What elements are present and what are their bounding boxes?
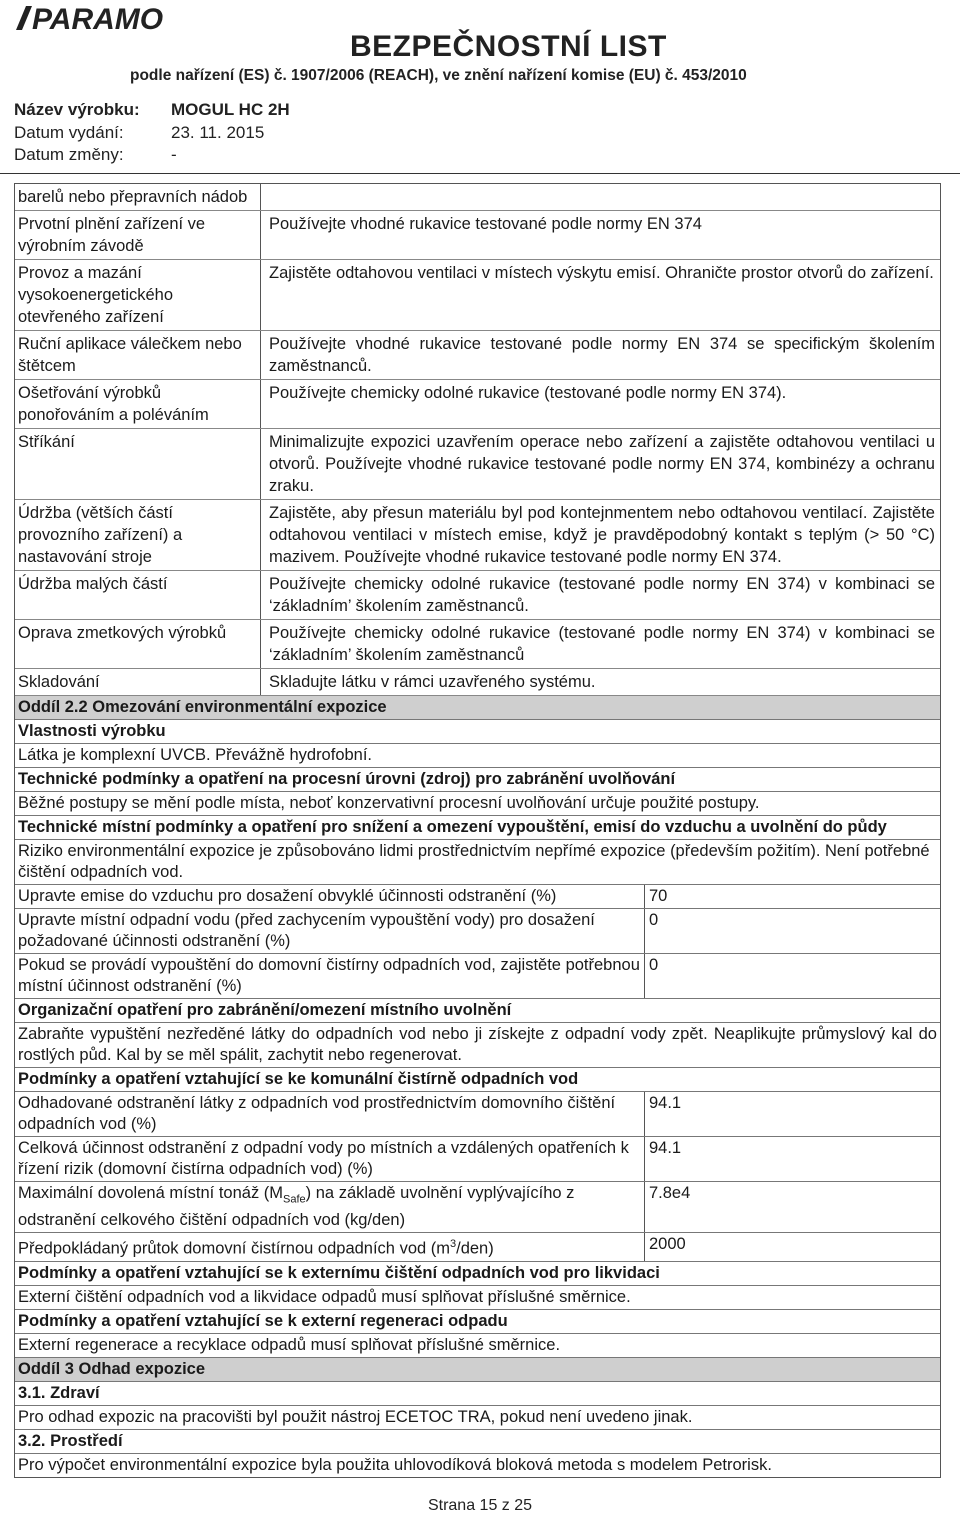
measure-row: Odhadované odstranění látky z odpadních vod prostřednictvím domovního čištění odpadních vod (%) 94.1 (15, 1092, 940, 1137)
header-divider (0, 173, 960, 174)
change-date-row: Datum změny: - (14, 145, 177, 164)
external-regeneration-text: Externí regenerace a recyklace odpadů musí splňovat příslušné směrnice. (15, 1334, 940, 1358)
local-conditions-heading: Technické místní podmínky a opatření pro snížení a omezení vypouštění, emisí do vzduchu a uvolnění do půdy (15, 816, 940, 840)
issue-date-row: Datum vydání: 23. 11. 2015 (14, 123, 265, 142)
external-regeneration-heading: Podmínky a opatření vztahující se k externí regeneraci odpadu (15, 1310, 940, 1334)
local-conditions-text: Riziko environmentální expozice je způsobováno lidmi prostřednictvím nepřímé expozice (především požitím). Není potřebné čištění odpadních vod. (15, 840, 940, 885)
logo-text: PARAMO (32, 3, 164, 34)
regulation-subtitle: podle nařízení (ES) č. 1907/2006 (REACH), ve znění nařízení komise (EU) č. 453/2010 (130, 67, 747, 84)
activity-row: Údržba (větších částí provozního zařízení) a nastavování stroje Zajistěte, aby přesun materiálu byl pod kontejnmentem nebo odtahovou ventilací. Zajistěte odtahovou ventilaci v místech emise, když je pravděpodobný kontakt s teplým (> 50 °C) mazivem. Používejte vhodné rukavice testované podle normy EN 374. (15, 500, 940, 571)
activity-row: Provoz a mazání vysokoenergetického otevřeného zařízení Zajistěte odtahovou ventilaci v místech výskytu emisí. Ohraničte prostor otvorů do zařízení. (15, 260, 940, 331)
external-treatment-heading: Podmínky a opatření vztahující se k externímu čištění odpadních vod pro likvidaci (15, 1262, 940, 1286)
activity-row: Ošetřování výrobků ponořováním a poléváním Používejte chemicky odolné rukavice (testované podle normy EN 374). (15, 380, 940, 429)
activity-row: Skladování Skladujte látku v rámci uzavřeného systému. (15, 669, 940, 696)
org-measures-text: Zabraňte vypuštění nezředěné látky do odpadních vod nebo ji získejte z odpadní vody zpět. Neaplikujte průmyslový kal do rostlých půd. Kal by se měl spálit, zachytit nebo regenerovat. (15, 1023, 940, 1068)
activity-row: Stříkání Minimalizujte expozici uzavřením operace nebo zařízení a zajistěte odtahovou ventilaci u otvorů. Používejte vhodné rukavice testované podle normy EN 374, kombinézy a ochranu zraku. (15, 429, 940, 500)
tech-conditions-heading: Technické podmínky a opatření na procesní úrovni (zdroj) pro zabránění uvolňování (15, 768, 940, 792)
activity-row: barelů nebo přepravních nádob (15, 184, 940, 211)
activity-row: Prvotní plnění zařízení ve výrobním závodě Používejte vhodné rukavice testované podle normy EN 374 (15, 211, 940, 260)
activity-row: Ruční aplikace válečkem nebo štětcem Používejte vhodné rukavice testované podle normy EN 374 se specifickým školením zaměstnanců. (15, 331, 940, 380)
page-number: Strana 15 z 25 (427, 1497, 533, 1514)
municipal-stp-heading: Podmínky a opatření vztahující se ke komunální čistírně odpadních vod (15, 1068, 940, 1092)
measure-row: Pokud se provádí vypouštění do domovní čistírny odpadních vod, zajistěte potřebnou místní účinnost odstranění (%) 0 (15, 954, 940, 999)
health-text: Pro odhad expozic na pracovišti byl použit nástroj ECETOC TRA, pokud není uvedeno jinak. (15, 1406, 940, 1430)
document-title: BEZPEČNOSTNÍ LIST (350, 30, 667, 63)
environment-heading: 3.2. Prostředí (15, 1430, 940, 1454)
environment-text: Pro výpočet environmentální expozice byla použita uhlovodíková bloková metoda s modelem Petrorisk. (18, 1455, 772, 1474)
paramo-logo (12, 2, 212, 34)
activity-row: Oprava zmetkových výrobků Používejte chemicky odolné rukavice (testované podle normy EN 374) v kombinaci se ‘základním’ školením zaměstnanců (15, 620, 940, 669)
activity-row: Údržba malých částí Používejte chemicky odolné rukavice (testované podle normy EN 374) v kombinaci se ‘základním’ školením zaměstnanců. (15, 571, 940, 620)
tech-conditions-text: Běžné postupy se mění podle místa, neboť konzervativní procesní uvolňování určuje použité postupy. (15, 792, 940, 816)
health-heading: 3.1. Zdraví (15, 1382, 940, 1406)
section-2-2-title: Oddíl 2.2 Omezování environmentální expozice (15, 696, 940, 720)
measure-row: Celková účinnost odstranění z odpadní vody po místních a vzdálených opatřeních k řízení rizik (domovní čistírna odpadních vod) (%) 94.1 (15, 1137, 940, 1182)
measure-row: Upravte emise do vzduchu pro dosažení obvyklé účinnosti odstranění (%) 70 (15, 885, 940, 909)
msafe-row: Maximální dovolená místní tonáž $(M_{Safe})$ na základě uvolnění vyplývajícího z odstranění celkového čištění odpadních vod (kg/den) 7.8e4 (15, 1182, 940, 1233)
external-treatment-text: Externí čištění odpadních vod a likvidace odpadů musí splňovat příslušné směrnice. (15, 1286, 940, 1310)
product-props-heading: Vlastnosti výrobku (15, 720, 940, 744)
document-body (14, 183, 941, 1478)
product-props-text: Látka je komplexní UVCB. Převážně hydrofobní. (15, 744, 940, 768)
flow-row: Předpokládaný průtok domovní čistírnou odpadních vod $(m^3/den)$ 2000 (15, 1233, 940, 1262)
org-measures-heading: Organizační opatření pro zabránění/omezení místního uvolnění (15, 999, 940, 1023)
product-name-row: Název výrobku: MOGUL HC 2H (14, 100, 290, 119)
measure-row: Upravte místní odpadní vodu (před zachycením vypouštění vody) pro dosažení požadované účinnosti odstranění (%) 0 (15, 909, 940, 954)
section-3-title: Oddíl 3 Odhad expozice (15, 1358, 940, 1382)
